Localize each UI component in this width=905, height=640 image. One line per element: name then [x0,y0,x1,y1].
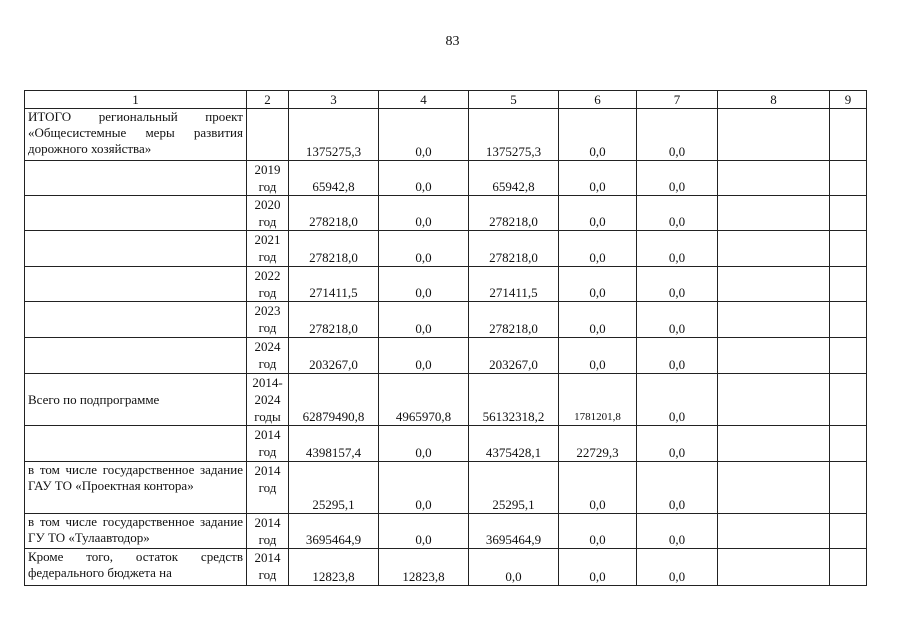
table-row [25,338,867,374]
col9-cell [830,267,867,302]
row-name-cell [25,161,247,196]
col9-cell [830,196,867,231]
regional-cell: 271411,5 [469,267,559,302]
total-cell: 278218,0 [289,231,379,267]
other-cell: 0,0 [637,109,718,161]
row-year-cell: 2024 год [247,338,289,374]
row-name-cell [25,231,247,267]
row-name-cell [25,302,247,338]
row-year-cell: 2014 год [247,426,289,462]
federal-cell: 0,0 [379,462,469,514]
col8-cell [718,302,830,338]
federal-cell: 0,0 [379,426,469,462]
federal-cell: 0,0 [379,161,469,196]
federal-cell: 0,0 [379,196,469,231]
column-header: 2 [247,91,289,109]
table-row [25,302,867,338]
federal-cell: 0,0 [379,302,469,338]
col9-cell [830,161,867,196]
regional-cell: 0,0 [469,549,559,586]
regional-cell: 56132318,2 [469,374,559,426]
local-cell: 0,0 [559,161,637,196]
col9-cell [830,109,867,161]
column-header: 4 [379,91,469,109]
local-cell: 0,0 [559,549,637,586]
col9-cell [830,338,867,374]
table-row [25,374,867,426]
row-year-cell: 2023 год [247,302,289,338]
federal-cell: 0,0 [379,231,469,267]
col8-cell [718,374,830,426]
table-body [25,109,867,586]
row-name-cell [25,196,247,231]
local-cell: 0,0 [559,514,637,549]
total-cell: 12823,8 [289,549,379,586]
table-row [25,426,867,462]
row-name-cell: Всего по подпрограмме [25,374,247,426]
row-year-cell: 2021 год [247,231,289,267]
local-cell: 0,0 [559,462,637,514]
row-year-cell: 2014 год [247,462,289,514]
total-cell: 4398157,4 [289,426,379,462]
column-header: 7 [637,91,718,109]
federal-cell: 0,0 [379,109,469,161]
regional-cell: 203267,0 [469,338,559,374]
other-cell: 0,0 [637,267,718,302]
total-cell: 271411,5 [289,267,379,302]
col9-cell [830,549,867,586]
local-cell: 1781201,8 [559,374,637,426]
other-cell: 0,0 [637,338,718,374]
regional-cell: 278218,0 [469,196,559,231]
local-cell: 0,0 [559,231,637,267]
federal-cell: 0,0 [379,338,469,374]
table-row [25,462,867,514]
col9-cell [830,231,867,267]
column-header: 9 [830,91,867,109]
row-year-cell: 2022 год [247,267,289,302]
total-cell: 278218,0 [289,196,379,231]
col8-cell [718,462,830,514]
federal-cell: 0,0 [379,514,469,549]
total-cell: 25295,1 [289,462,379,514]
row-name-cell [25,267,247,302]
column-header: 5 [469,91,559,109]
col9-cell [830,462,867,514]
local-cell: 0,0 [559,302,637,338]
other-cell: 0,0 [637,549,718,586]
row-name-cell [25,426,247,462]
federal-cell: 0,0 [379,267,469,302]
total-cell: 1375275,3 [289,109,379,161]
col9-cell [830,514,867,549]
regional-cell: 278218,0 [469,231,559,267]
column-header: 8 [718,91,830,109]
column-header: 6 [559,91,637,109]
header-row [25,91,867,109]
row-year-cell: 2014 год [247,514,289,549]
total-cell: 203267,0 [289,338,379,374]
local-cell: 0,0 [559,267,637,302]
col8-cell [718,196,830,231]
local-cell: 0,0 [559,109,637,161]
col8-cell [718,267,830,302]
table-row [25,514,867,549]
other-cell: 0,0 [637,514,718,549]
row-name-cell [25,338,247,374]
col8-cell [718,109,830,161]
row-year-cell: 2014 год [247,549,289,586]
table-row [25,109,867,161]
table-row [25,231,867,267]
regional-cell: 65942,8 [469,161,559,196]
page-number: 83 [445,34,460,49]
col8-cell [718,231,830,267]
row-year-cell [247,109,289,161]
col9-cell [830,302,867,338]
federal-cell: 4965970,8 [379,374,469,426]
local-cell: 0,0 [559,338,637,374]
col8-cell [718,338,830,374]
budget-table [24,90,867,586]
other-cell: 0,0 [637,374,718,426]
row-name-cell: в том числе государственное задание ГУ ТО «Тулаавтодор» [25,514,247,549]
col8-cell [718,514,830,549]
federal-cell: 12823,8 [379,549,469,586]
other-cell: 0,0 [637,426,718,462]
total-cell: 65942,8 [289,161,379,196]
local-cell: 22729,3 [559,426,637,462]
table-header [25,91,867,109]
row-year-cell: 2020 год [247,196,289,231]
other-cell: 0,0 [637,196,718,231]
local-cell: 0,0 [559,196,637,231]
col9-cell [830,426,867,462]
regional-cell: 25295,1 [469,462,559,514]
col8-cell [718,549,830,586]
row-year-cell: 2019 год [247,161,289,196]
total-cell: 3695464,9 [289,514,379,549]
regional-cell: 278218,0 [469,302,559,338]
table-row [25,267,867,302]
other-cell: 0,0 [637,462,718,514]
regional-cell: 3695464,9 [469,514,559,549]
row-name-cell: ИТОГО региональный проект «Общесистемные меры развития дорожного хозяйства» [25,109,247,161]
col8-cell [718,161,830,196]
table-row [25,161,867,196]
other-cell: 0,0 [637,161,718,196]
other-cell: 0,0 [637,302,718,338]
row-name-cell: Кроме того, остаток средств федерального бюджета на [25,549,247,586]
regional-cell: 1375275,3 [469,109,559,161]
column-header: 1 [25,91,247,109]
col8-cell [718,426,830,462]
row-year-cell: 2014- 2024 годы [247,374,289,426]
table-row [25,549,867,586]
regional-cell: 4375428,1 [469,426,559,462]
column-header: 3 [289,91,379,109]
other-cell: 0,0 [637,231,718,267]
total-cell: 62879490,8 [289,374,379,426]
table-row [25,196,867,231]
total-cell: 278218,0 [289,302,379,338]
col9-cell [830,374,867,426]
row-name-cell: в том числе государственное задание ГАУ ТО «Проектная контора» [25,462,247,514]
